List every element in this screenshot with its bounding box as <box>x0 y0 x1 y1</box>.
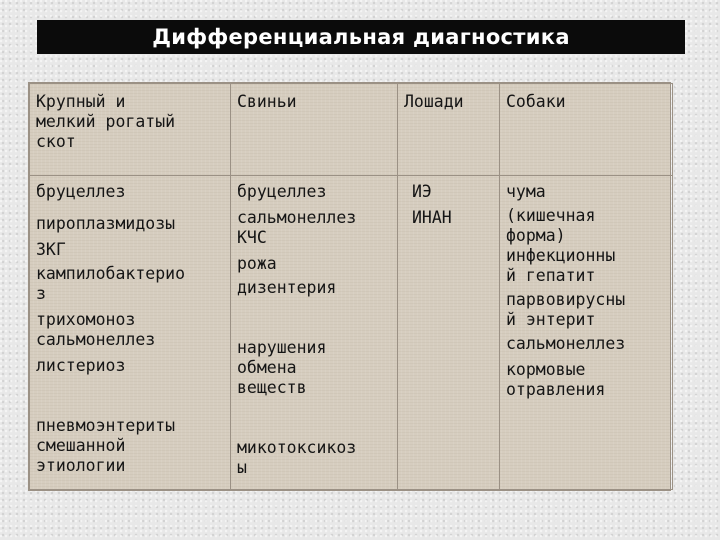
cattle-disease-item: ЗКГ <box>36 240 66 259</box>
header-cattle-line: скот <box>36 132 76 151</box>
header-pigs-label: Свиньи <box>237 92 297 111</box>
pigs-diseases-cell <box>231 176 398 490</box>
pigs-disease-item: нарушения <box>237 338 327 357</box>
horses-diseases-cell <box>398 176 500 490</box>
dogs-disease-item: форма) <box>506 226 566 245</box>
cattle-disease-item: кампилобактерио <box>36 264 186 283</box>
dogs-disease-item: отравления <box>506 380 606 399</box>
header-dogs-label: Собаки <box>506 92 566 111</box>
dogs-disease-item: (кишечная <box>506 206 596 225</box>
dogs-disease-item: й гепатит <box>506 266 596 285</box>
header-cattle-line: Крупный и <box>36 92 126 111</box>
cattle-disease-item: листериоз <box>36 356 126 375</box>
header-horses <box>398 84 500 176</box>
pigs-disease-item: сальмонеллез <box>237 208 357 227</box>
horses-disease-item: ИНАН <box>412 208 452 227</box>
cattle-disease-item: пироплазмидозы <box>36 214 176 233</box>
cattle-diseases-cell <box>30 176 231 490</box>
header-dogs <box>500 84 673 176</box>
table-body-row <box>30 176 673 490</box>
pigs-disease-item: ы <box>237 458 247 477</box>
pigs-disease-item: микотоксикоз <box>237 438 357 457</box>
cattle-disease-item: смешанной <box>36 436 126 455</box>
pigs-disease-item: обмена <box>237 358 297 377</box>
dogs-disease-item: парвовирусны <box>506 290 626 309</box>
dogs-disease-item: й энтерит <box>506 310 596 329</box>
horses-disease-item: ИЭ <box>412 182 432 201</box>
cattle-disease-item: этиологии <box>36 456 126 475</box>
slide-title: Дифференциальная диагностика <box>37 20 685 54</box>
diagnosis-table-grid <box>29 83 673 490</box>
dogs-disease-item: кормовые <box>506 360 586 379</box>
table-header-row <box>30 84 673 176</box>
cattle-disease-item: трихомоноз <box>36 310 136 329</box>
pigs-disease-item: бруцеллез <box>237 182 327 201</box>
cattle-disease-item: пневмоэнтериты <box>36 416 176 435</box>
diagnosis-table <box>28 82 671 491</box>
pigs-disease-item: КЧС <box>237 228 267 247</box>
pigs-disease-item: дизентерия <box>237 278 337 297</box>
header-horses-label: Лошади <box>404 92 464 111</box>
cattle-disease-item: з <box>36 284 46 303</box>
header-pigs <box>231 84 398 176</box>
pigs-disease-item: веществ <box>237 378 307 397</box>
header-cattle-line: мелкий рогатый <box>36 112 176 131</box>
dogs-diseases-cell <box>500 176 673 490</box>
cattle-disease-item: сальмонеллез <box>36 330 156 349</box>
header-cattle <box>30 84 231 176</box>
dogs-disease-item: инфекционны <box>506 246 616 265</box>
dogs-disease-item: сальмонеллез <box>506 334 626 353</box>
cattle-disease-item: бруцеллез <box>36 182 126 201</box>
pigs-disease-item: рожа <box>237 254 277 273</box>
dogs-disease-item: чума <box>506 182 546 201</box>
